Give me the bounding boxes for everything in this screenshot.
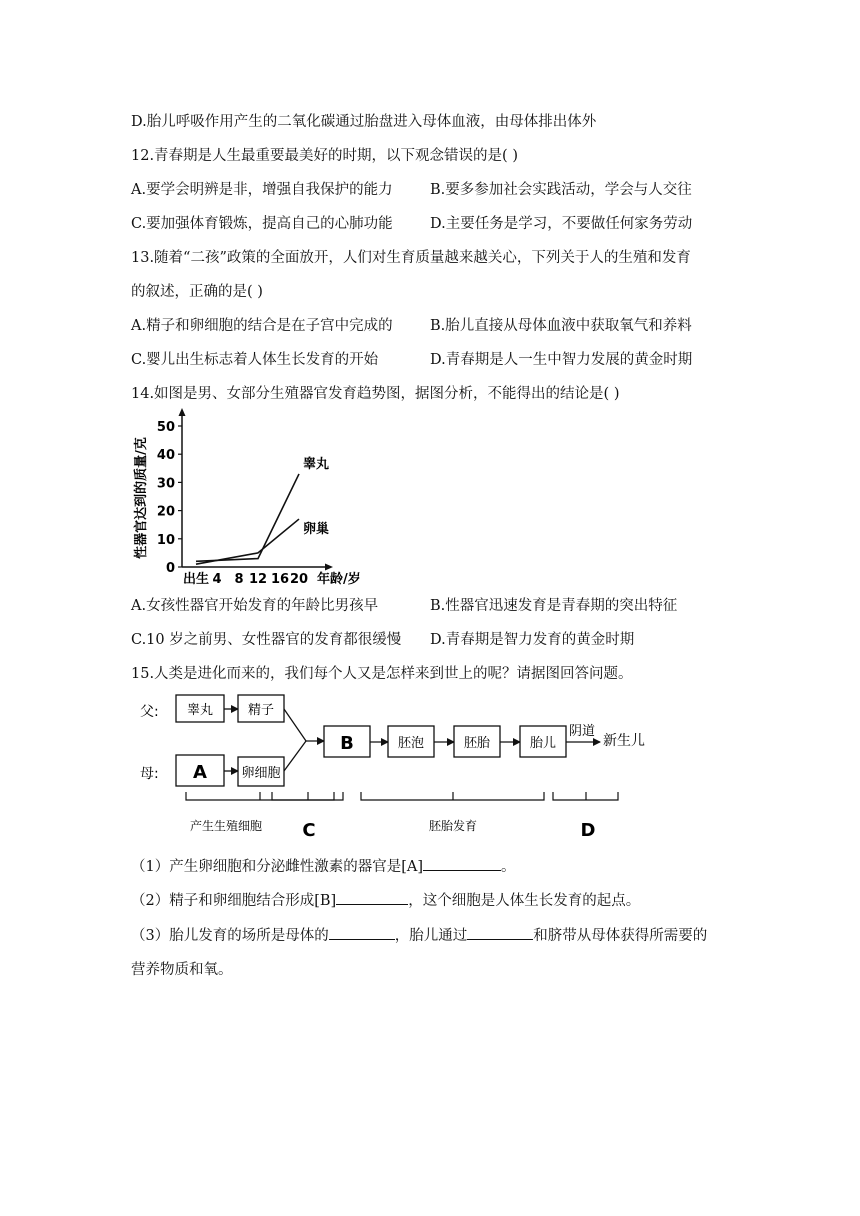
q15-sub3-middle: ，胎儿通过: [394, 928, 468, 944]
q15-sub1: [131, 856, 516, 877]
fetus-label: 胎儿: [529, 736, 557, 751]
y-tick-label: 40: [156, 448, 175, 464]
chart-y-label: 性器官达到的质量/克: [134, 437, 149, 559]
x-tick-label: 4: [212, 572, 222, 587]
zygote-letter-B: B: [340, 733, 354, 754]
newborn-label: 新生儿: [603, 733, 645, 749]
q15-sub3-suffix: 和脐带从母体获得所需要的: [533, 928, 708, 944]
q14-option-b: B.性器官迅速发育是青春期的突出特征: [430, 598, 678, 614]
brace-development: [361, 792, 544, 800]
q14-option-d: D.青春期是智力发育的黄金时期: [430, 632, 635, 648]
vagina-label: 阴道: [569, 724, 596, 739]
q14-option-c: C.10 岁之前男、女性器官的发育都很缓慢: [131, 632, 402, 648]
embryo-label: 胚胎: [463, 736, 491, 751]
y-tick-label: 10: [156, 532, 175, 548]
series-line-1: [196, 474, 299, 561]
series-label-2: 卵巢: [303, 522, 330, 538]
answer-blank-4[interactable]: [467, 925, 533, 940]
q15-sub3-line2: 营养物质和氧。: [131, 962, 233, 978]
x-tick-label: 12: [248, 572, 268, 587]
x-tick-label: 出生: [182, 572, 210, 587]
organ-growth-chart: [128, 408, 378, 588]
q12-option-d: D.主要任务是学习，不要做任何家务劳动: [430, 216, 693, 232]
testis-label: 睾丸: [186, 703, 214, 718]
answer-blank-2[interactable]: [336, 890, 408, 905]
q12-option-b: B.要多参加社会实践活动，学会与人交往: [430, 182, 692, 198]
q13-stem-line2: 的叙述，正确的是( ): [131, 284, 263, 300]
q12-option-a: A.要学会明辨是非，增强自我保护的能力: [131, 182, 393, 198]
merge-line-bottom: [284, 741, 306, 771]
q14-stem: 14.如图是男、女部分生殖器官发育趋势图，据图分析，不能得出的结论是( ): [131, 386, 620, 402]
x-tick-label: 20: [289, 572, 309, 587]
egg-label: 卵细胞: [241, 766, 281, 781]
q15-sub1-suffix: 。: [501, 859, 516, 875]
blastocyst-label: 胚泡: [397, 736, 425, 751]
q15-sub1-prefix: （1）产生卵细胞和分泌雌性激素的器官是[A]: [131, 859, 424, 875]
brace-D: [553, 792, 618, 800]
x-tick-label: 8: [234, 572, 244, 587]
series-label-1: 睾丸: [303, 456, 330, 472]
ovary-letter-A: A: [193, 762, 207, 783]
answer-blank-1[interactable]: [423, 856, 501, 871]
q14-option-a: A.女孩性器官开始发育的年龄比男孩早: [131, 598, 379, 614]
q12-option-c: C.要加强体育锻炼，提高自己的心肺功能: [131, 216, 393, 232]
series-line-2: [196, 519, 299, 564]
q13-option-a: A.精子和卵细胞的结合是在子宫中完成的: [131, 318, 393, 334]
q11-option-d: D.胎儿呼吸作用产生的二氧化碳通过胎盘进入母体血液，由母体排出体外: [131, 114, 597, 130]
mother-label: 母:: [140, 766, 159, 782]
chart-x-label: 年龄/岁: [317, 572, 361, 587]
q13-option-c: C.婴儿出生标志着人体生长发育的开始: [131, 352, 379, 368]
y-tick-label: 20: [156, 504, 175, 520]
sperm-label: 精子: [247, 703, 275, 718]
embryo-development-label: 胚胎发育: [428, 819, 478, 833]
chart-x-arrow: [325, 564, 333, 571]
q13-option-d: D.青春期是人一生中智力发展的黄金时期: [430, 352, 693, 368]
merge-line-top: [284, 709, 306, 741]
answer-blank-3[interactable]: [329, 925, 395, 940]
brace-gamete: [186, 792, 334, 800]
y-tick-label: 30: [156, 476, 175, 492]
gamete-production-label: 产生生殖细胞: [189, 819, 263, 833]
q15-stem: 15.人类是进化而来的，我们每个人又是怎样来到世上的呢？请据图回答问题。: [131, 666, 633, 682]
q15-sub2-suffix: ，这个细胞是人体生长发育的起点。: [408, 893, 641, 909]
y-tick-label: 50: [156, 420, 175, 435]
chart-y-arrow: [179, 408, 186, 416]
brace-C: [272, 792, 343, 800]
stage-letter-C: C: [302, 820, 316, 841]
q12-stem: 12.青春期是人生最重要最美好的时期，以下观念错误的是( ): [131, 148, 518, 164]
x-tick-label: 16: [270, 572, 290, 587]
q13-option-b: B.胎儿直接从母体血液中获取氧气和养料: [430, 318, 692, 334]
y-tick-label: 0: [165, 561, 175, 576]
stage-letter-D: D: [580, 820, 596, 841]
q15-sub3-prefix: （3）胎儿发育的场所是母体的: [131, 928, 329, 944]
q13-stem-line1: 13.随着“二孩”政策的全面放开，人们对生育质量越来越关心，下列关于人的生殖和发育: [131, 250, 691, 266]
q15-sub2-prefix: （2）精子和卵细胞结合形成[B]: [131, 893, 337, 909]
father-label: 父:: [140, 704, 159, 720]
reproduction-diagram: [128, 688, 688, 848]
q15-sub2: [131, 890, 640, 911]
q15-sub3: [131, 925, 707, 946]
